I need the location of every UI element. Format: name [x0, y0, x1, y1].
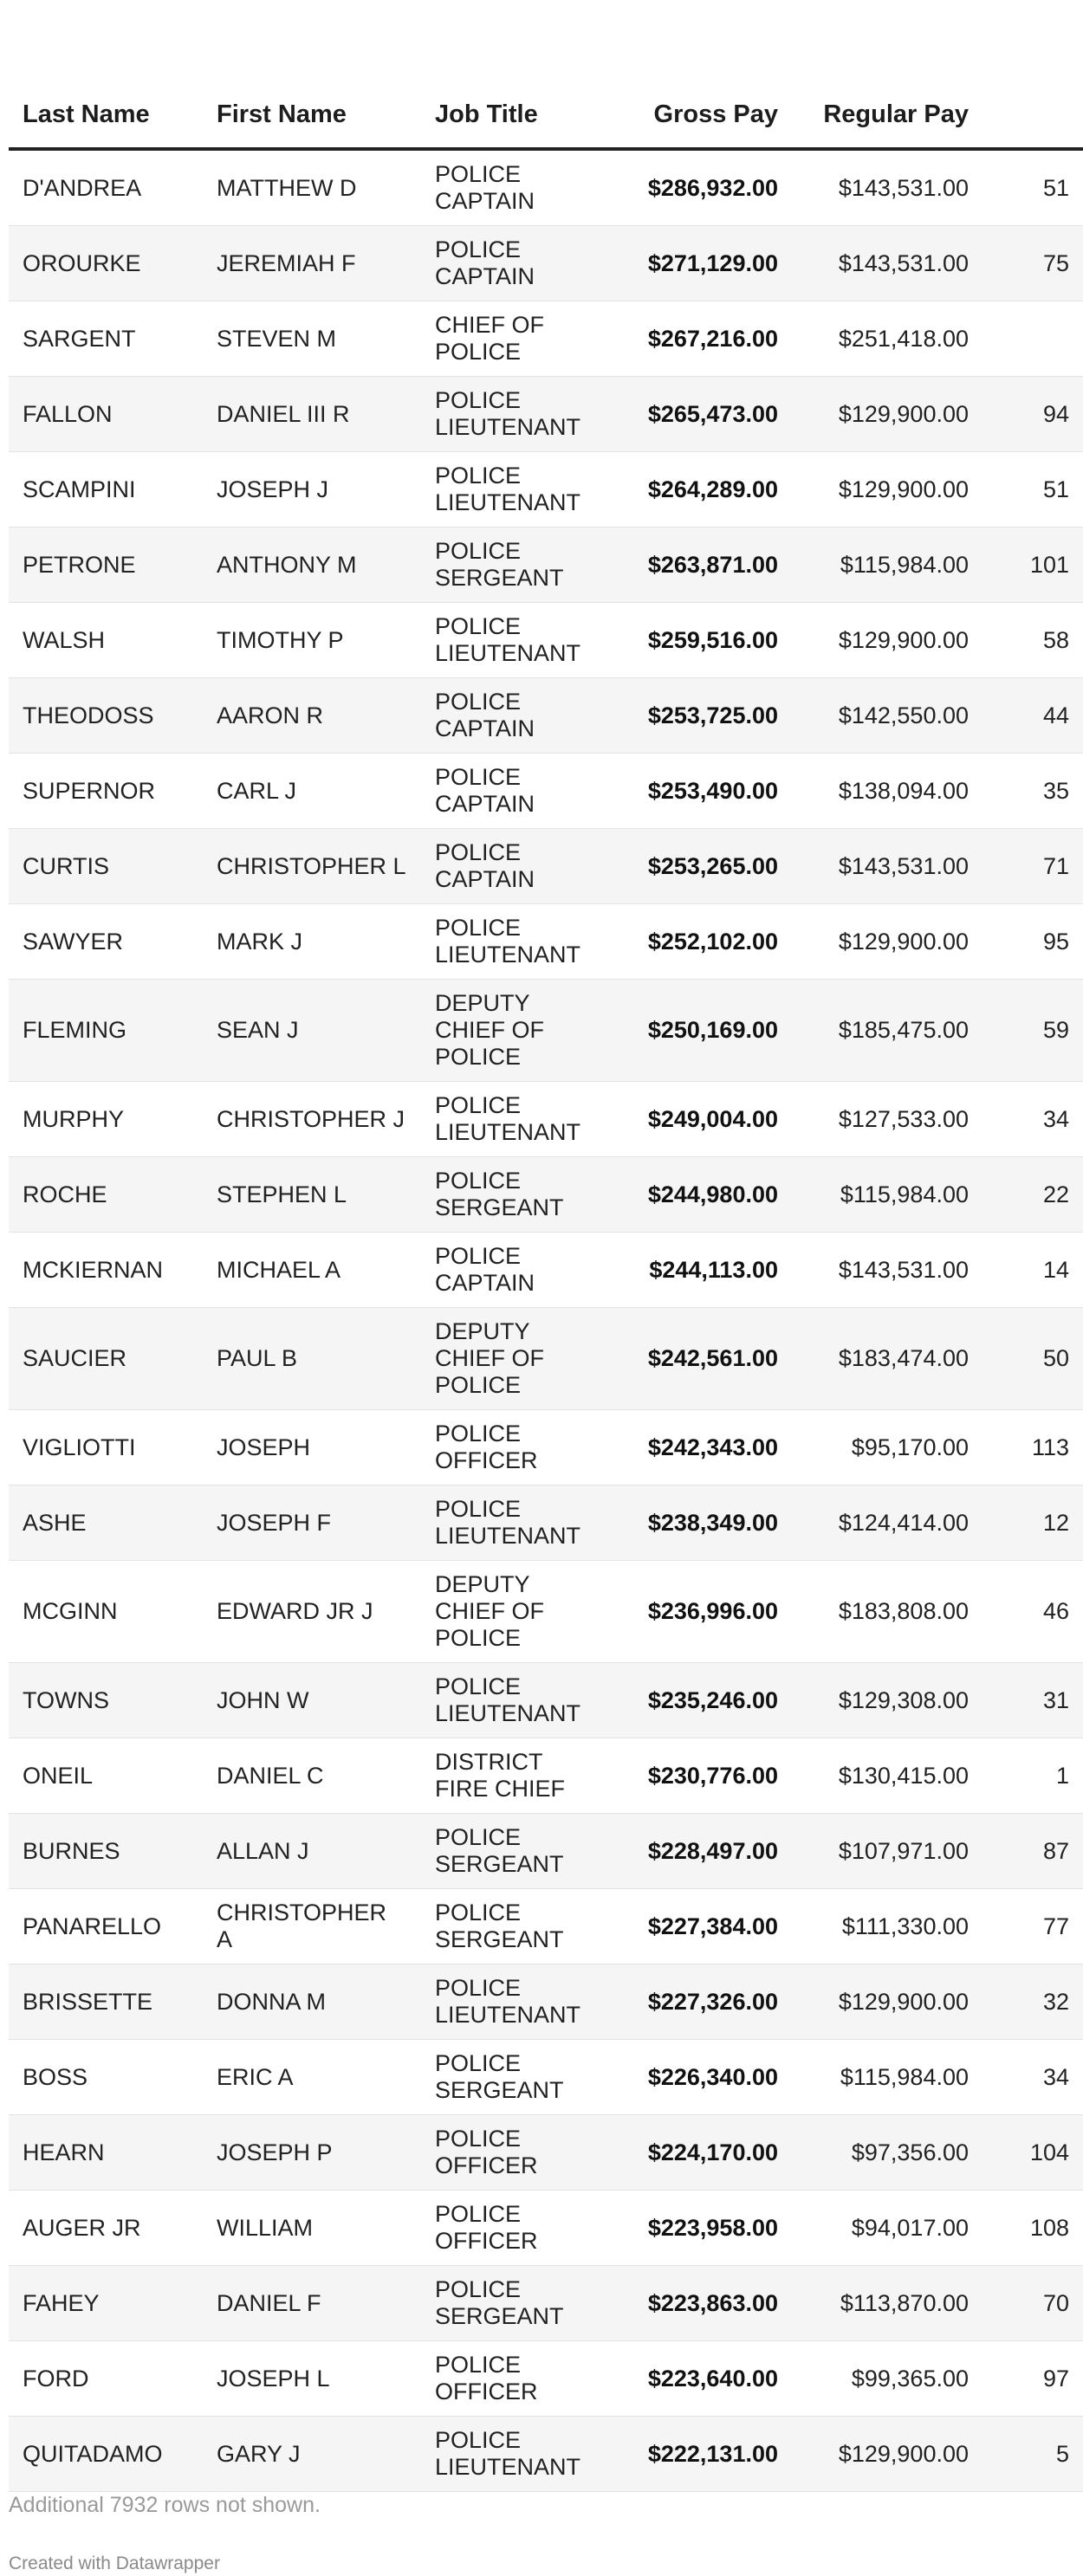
- cell-gross-pay: $224,170.00: [647, 2139, 778, 2165]
- cell-job-title: POLICE CAPTAIN: [435, 764, 535, 817]
- cell-truncated: 34: [1042, 2063, 1069, 2090]
- cell-regular-pay: $129,900.00: [838, 626, 969, 653]
- cell-gross-pay: $235,246.00: [647, 1686, 778, 1713]
- cell-job-title: POLICE LIEUTENANT: [435, 1673, 581, 1726]
- table-row: [9, 980, 1083, 1082]
- cell-regular-pay: $129,900.00: [838, 476, 969, 502]
- cell-job-title: POLICE LIEUTENANT: [435, 915, 581, 968]
- cell-last-name: MCKIERNAN: [23, 1256, 164, 1283]
- datawrapper-credit: Created with Datawrapper: [9, 2553, 220, 2573]
- cell-job-title: POLICE LIEUTENANT: [435, 1092, 581, 1145]
- cell-last-name: AUGER JR: [23, 2214, 141, 2241]
- cell-gross-pay: $253,490.00: [647, 777, 778, 804]
- cell-truncated: 104: [1029, 2139, 1069, 2165]
- cell-job-title: DEPUTY CHIEF OF POLICE: [435, 1571, 544, 1651]
- cell-job-title: POLICE SERGEANT: [435, 1168, 564, 1220]
- cell-regular-pay: $138,094.00: [838, 777, 969, 804]
- table-row: [9, 452, 1083, 527]
- cell-truncated: 51: [1042, 476, 1069, 502]
- cell-regular-pay: $183,474.00: [838, 1345, 969, 1371]
- cell-job-title: CHIEF OF POLICE: [435, 312, 544, 365]
- table-row: [9, 377, 1083, 452]
- cell-truncated: 14: [1042, 1256, 1069, 1283]
- column-header-last-name[interactable]: Last Name: [9, 0, 203, 149]
- cell-truncated: 50: [1042, 1345, 1069, 1371]
- cell-regular-pay: $129,900.00: [838, 928, 969, 955]
- cell-gross-pay: $286,932.00: [647, 174, 778, 201]
- cell-truncated: 87: [1042, 1837, 1069, 1864]
- cell-first-name: DANIEL F: [217, 2289, 321, 2316]
- table-row: [9, 603, 1083, 678]
- table-row: [9, 1308, 1083, 1410]
- cell-job-title: POLICE OFFICER: [435, 2126, 538, 2178]
- column-header-first-name[interactable]: First Name: [203, 0, 421, 149]
- cell-regular-pay: $124,414.00: [838, 1509, 969, 1536]
- cell-gross-pay: $242,343.00: [647, 1434, 778, 1460]
- cell-truncated: 77: [1042, 1913, 1069, 1939]
- cell-truncated: [982, 301, 1083, 377]
- table-row: [9, 1157, 1083, 1233]
- cell-first-name: CHRISTOPHER A: [217, 1900, 387, 1952]
- table-row: [9, 226, 1083, 301]
- cell-job-title: DEPUTY CHIEF OF POLICE: [435, 1318, 544, 1398]
- cell-first-name: GARY J: [217, 2440, 301, 2467]
- cell-first-name: JOSEPH L: [217, 2365, 330, 2392]
- cell-job-title: POLICE OFFICER: [435, 1421, 538, 1473]
- cell-truncated: 70: [1042, 2289, 1069, 2316]
- cell-last-name: FAHEY: [23, 2289, 100, 2316]
- cell-truncated: 75: [1042, 249, 1069, 276]
- cell-gross-pay: $236,996.00: [647, 1598, 778, 1624]
- table-row: [9, 301, 1083, 377]
- cell-job-title: POLICE SERGEANT: [435, 538, 564, 591]
- cell-regular-pay: $127,533.00: [838, 1105, 969, 1132]
- cell-job-title: POLICE OFFICER: [435, 2201, 538, 2254]
- cell-gross-pay: $265,473.00: [647, 400, 778, 427]
- column-header-regular-pay[interactable]: Regular Pay: [792, 0, 982, 149]
- cell-truncated: 44: [1042, 702, 1069, 728]
- cell-gross-pay: $242,561.00: [647, 1345, 778, 1371]
- cell-truncated: 71: [1042, 852, 1069, 879]
- cell-gross-pay: $271,129.00: [647, 249, 778, 276]
- cell-gross-pay: $228,497.00: [647, 1837, 778, 1864]
- cell-regular-pay: $129,308.00: [838, 1686, 969, 1713]
- cell-truncated: 35: [1042, 777, 1069, 804]
- cell-gross-pay: $226,340.00: [647, 2063, 778, 2090]
- cell-first-name: DANIEL C: [217, 1762, 324, 1789]
- cell-truncated: 46: [1042, 1598, 1069, 1624]
- table-row: [9, 1485, 1083, 1561]
- table-row: [9, 1738, 1083, 1814]
- cell-regular-pay: $129,900.00: [838, 2440, 969, 2467]
- cell-first-name: STEPHEN L: [217, 1181, 347, 1207]
- table-row: [9, 1410, 1083, 1485]
- cell-regular-pay: $251,418.00: [838, 325, 969, 352]
- cell-job-title: POLICE OFFICER: [435, 2352, 538, 2404]
- cell-last-name: SAUCIER: [23, 1345, 127, 1371]
- cell-regular-pay: $143,531.00: [838, 852, 969, 879]
- cell-job-title: POLICE CAPTAIN: [435, 236, 535, 289]
- cell-job-title: POLICE LIEUTENANT: [435, 463, 581, 515]
- rows-not-shown-note: Additional 7932 rows not shown.: [9, 2493, 321, 2517]
- cell-regular-pay: $183,808.00: [838, 1598, 969, 1624]
- cell-last-name: MURPHY: [23, 1105, 125, 1132]
- cell-regular-pay: $143,531.00: [838, 249, 969, 276]
- cell-last-name: BRISSETTE: [23, 1988, 153, 2015]
- cell-regular-pay: $185,475.00: [838, 1017, 969, 1043]
- cell-job-title: POLICE SERGEANT: [435, 2050, 564, 2103]
- cell-gross-pay: $223,640.00: [647, 2365, 778, 2392]
- cell-gross-pay: $238,349.00: [647, 1509, 778, 1536]
- cell-gross-pay: $252,102.00: [647, 928, 778, 955]
- cell-truncated: 32: [1042, 1988, 1069, 2015]
- cell-gross-pay: $253,725.00: [647, 702, 778, 728]
- cell-first-name: DONNA M: [217, 1988, 327, 2015]
- cell-gross-pay: $253,265.00: [647, 852, 778, 879]
- cell-first-name: ANTHONY M: [217, 551, 357, 578]
- table-row: [9, 1233, 1083, 1308]
- salary-table: [9, 0, 1083, 2492]
- cell-first-name: PAUL B: [217, 1345, 298, 1371]
- cell-truncated: 1: [1055, 1762, 1069, 1789]
- cell-regular-pay: $115,984.00: [840, 1181, 969, 1207]
- cell-last-name: ASHE: [23, 1509, 87, 1536]
- cell-first-name: CHRISTOPHER L: [217, 852, 406, 879]
- cell-regular-pay: $95,170.00: [851, 1434, 969, 1460]
- cell-first-name: ALLAN J: [217, 1837, 309, 1864]
- cell-last-name: FALLON: [23, 400, 113, 427]
- cell-first-name: CARL J: [217, 777, 297, 804]
- cell-first-name: JEREMIAH F: [217, 249, 356, 276]
- cell-regular-pay: $115,984.00: [840, 551, 969, 578]
- cell-job-title: POLICE LIEUTENANT: [435, 613, 581, 666]
- table-row: [9, 2040, 1083, 2115]
- column-header-truncated[interactable]: [982, 0, 1083, 149]
- cell-regular-pay: $129,900.00: [838, 400, 969, 427]
- cell-regular-pay: $97,356.00: [851, 2139, 969, 2165]
- cell-last-name: FORD: [23, 2365, 89, 2392]
- table-row: [9, 2341, 1083, 2417]
- cell-gross-pay: $222,131.00: [647, 2440, 778, 2467]
- cell-job-title: POLICE CAPTAIN: [435, 1243, 535, 1296]
- cell-truncated: 22: [1042, 1181, 1069, 1207]
- salary-table-container: [9, 0, 1083, 2492]
- cell-job-title: DEPUTY CHIEF OF POLICE: [435, 990, 544, 1070]
- cell-truncated: 108: [1029, 2214, 1069, 2241]
- cell-truncated: 31: [1042, 1686, 1069, 1713]
- table-row: [9, 1964, 1083, 2040]
- cell-truncated: 59: [1042, 1017, 1069, 1043]
- cell-last-name: MCGINN: [23, 1598, 118, 1624]
- table-row: [9, 904, 1083, 980]
- cell-regular-pay: $142,550.00: [838, 702, 969, 728]
- table-row: [9, 1663, 1083, 1738]
- cell-first-name: SEAN J: [217, 1017, 299, 1043]
- table-row: [9, 829, 1083, 904]
- cell-gross-pay: $263,871.00: [647, 551, 778, 578]
- cell-first-name: JOSEPH F: [217, 1509, 332, 1536]
- cell-gross-pay: $250,169.00: [647, 1017, 778, 1043]
- cell-gross-pay: $264,289.00: [647, 476, 778, 502]
- cell-job-title: POLICE LIEUTENANT: [435, 1496, 581, 1549]
- cell-last-name: THEODOSS: [23, 702, 154, 728]
- cell-gross-pay: $249,004.00: [647, 1105, 778, 1132]
- cell-first-name: JOSEPH: [217, 1434, 311, 1460]
- cell-job-title: POLICE CAPTAIN: [435, 161, 535, 214]
- cell-truncated: 34: [1042, 1105, 1069, 1132]
- cell-gross-pay: $223,863.00: [647, 2289, 778, 2316]
- column-header-job-title[interactable]: Job Title: [421, 0, 601, 149]
- table-row: [9, 1561, 1083, 1663]
- cell-last-name: PETRONE: [23, 551, 136, 578]
- header-row: [9, 0, 1083, 149]
- cell-first-name: JOSEPH J: [217, 476, 329, 502]
- cell-last-name: BURNES: [23, 1837, 120, 1864]
- cell-job-title: POLICE SERGEANT: [435, 1900, 564, 1952]
- cell-truncated: 113: [1031, 1434, 1069, 1460]
- cell-first-name: MICHAEL A: [217, 1256, 341, 1283]
- cell-first-name: STEVEN M: [217, 325, 337, 352]
- cell-last-name: QUITADAMO: [23, 2440, 163, 2467]
- table-header: [9, 0, 1083, 149]
- table-row: [9, 2115, 1083, 2191]
- cell-regular-pay: $115,984.00: [840, 2063, 969, 2090]
- cell-regular-pay: $130,415.00: [838, 1762, 969, 1789]
- cell-truncated: 58: [1042, 626, 1069, 653]
- table-row: [9, 2417, 1083, 2492]
- cell-regular-pay: $143,531.00: [838, 174, 969, 201]
- cell-first-name: WILLIAM: [217, 2214, 314, 2241]
- cell-regular-pay: $113,870.00: [840, 2289, 969, 2316]
- cell-truncated: 51: [1042, 174, 1069, 201]
- cell-gross-pay: $223,958.00: [647, 2214, 778, 2241]
- cell-first-name: DANIEL III R: [217, 400, 350, 427]
- cell-last-name: SARGENT: [23, 325, 136, 352]
- table-row: [9, 149, 1083, 226]
- cell-first-name: JOSEPH P: [217, 2139, 333, 2165]
- column-header-gross-pay[interactable]: Gross Pay: [601, 0, 792, 149]
- cell-truncated: 12: [1042, 1509, 1069, 1536]
- cell-job-title: DISTRICT FIRE CHIEF: [435, 1749, 566, 1802]
- cell-first-name: ERIC A: [217, 2063, 294, 2090]
- cell-gross-pay: $230,776.00: [647, 1762, 778, 1789]
- cell-job-title: POLICE LIEUTENANT: [435, 2427, 581, 2480]
- cell-last-name: SCAMPINI: [23, 476, 136, 502]
- cell-last-name: PANARELLO: [23, 1913, 162, 1939]
- table-row: [9, 1082, 1083, 1157]
- cell-first-name: MATTHEW D: [217, 174, 357, 201]
- cell-last-name: CURTIS: [23, 852, 110, 879]
- cell-regular-pay: $111,330.00: [841, 1913, 969, 1939]
- cell-job-title: POLICE CAPTAIN: [435, 839, 535, 892]
- cell-last-name: OROURKE: [23, 249, 141, 276]
- cell-truncated: 94: [1042, 400, 1069, 427]
- cell-last-name: SUPERNOR: [23, 777, 156, 804]
- cell-truncated: 5: [1055, 2440, 1069, 2467]
- cell-regular-pay: $94,017.00: [851, 2214, 969, 2241]
- cell-truncated: 97: [1042, 2365, 1069, 2392]
- cell-job-title: POLICE CAPTAIN: [435, 689, 535, 741]
- cell-last-name: WALSH: [23, 626, 106, 653]
- cell-truncated: 101: [1029, 551, 1069, 578]
- cell-gross-pay: $267,216.00: [647, 325, 778, 352]
- cell-gross-pay: $227,326.00: [647, 1988, 778, 2015]
- cell-first-name: CHRISTOPHER J: [217, 1105, 405, 1132]
- cell-regular-pay: $143,531.00: [838, 1256, 969, 1283]
- cell-first-name: TIMOTHY P: [217, 626, 344, 653]
- cell-job-title: POLICE SERGEANT: [435, 2276, 564, 2329]
- table-row: [9, 1814, 1083, 1889]
- cell-last-name: FLEMING: [23, 1017, 127, 1043]
- table-row: [9, 2266, 1083, 2341]
- cell-first-name: AARON R: [217, 702, 324, 728]
- cell-first-name: EDWARD JR J: [217, 1598, 373, 1624]
- table-row: [9, 754, 1083, 829]
- cell-last-name: ROCHE: [23, 1181, 107, 1207]
- cell-gross-pay: $244,980.00: [647, 1181, 778, 1207]
- cell-regular-pay: $107,971.00: [838, 1837, 969, 1864]
- cell-last-name: ONEIL: [23, 1762, 94, 1789]
- cell-truncated: 95: [1042, 928, 1069, 955]
- cell-job-title: POLICE SERGEANT: [435, 1824, 564, 1877]
- cell-regular-pay: $129,900.00: [838, 1988, 969, 2015]
- cell-last-name: SAWYER: [23, 928, 124, 955]
- cell-last-name: TOWNS: [23, 1686, 109, 1713]
- table-row: [9, 678, 1083, 754]
- cell-first-name: JOHN W: [217, 1686, 309, 1713]
- cell-job-title: POLICE LIEUTENANT: [435, 1975, 581, 2028]
- cell-last-name: HEARN: [23, 2139, 105, 2165]
- cell-gross-pay: $259,516.00: [647, 626, 778, 653]
- cell-job-title: POLICE LIEUTENANT: [435, 387, 581, 440]
- cell-last-name: BOSS: [23, 2063, 88, 2090]
- cell-last-name: D'ANDREA: [23, 174, 142, 201]
- table-row: [9, 1889, 1083, 1964]
- cell-first-name: MARK J: [217, 928, 303, 955]
- cell-last-name: VIGLIOTTI: [23, 1434, 136, 1460]
- cell-gross-pay: $244,113.00: [649, 1256, 778, 1283]
- table-body: [9, 149, 1083, 2492]
- cell-regular-pay: $99,365.00: [851, 2365, 969, 2392]
- cell-gross-pay: $227,384.00: [647, 1913, 778, 1939]
- table-row: [9, 2191, 1083, 2266]
- table-row: [9, 527, 1083, 603]
